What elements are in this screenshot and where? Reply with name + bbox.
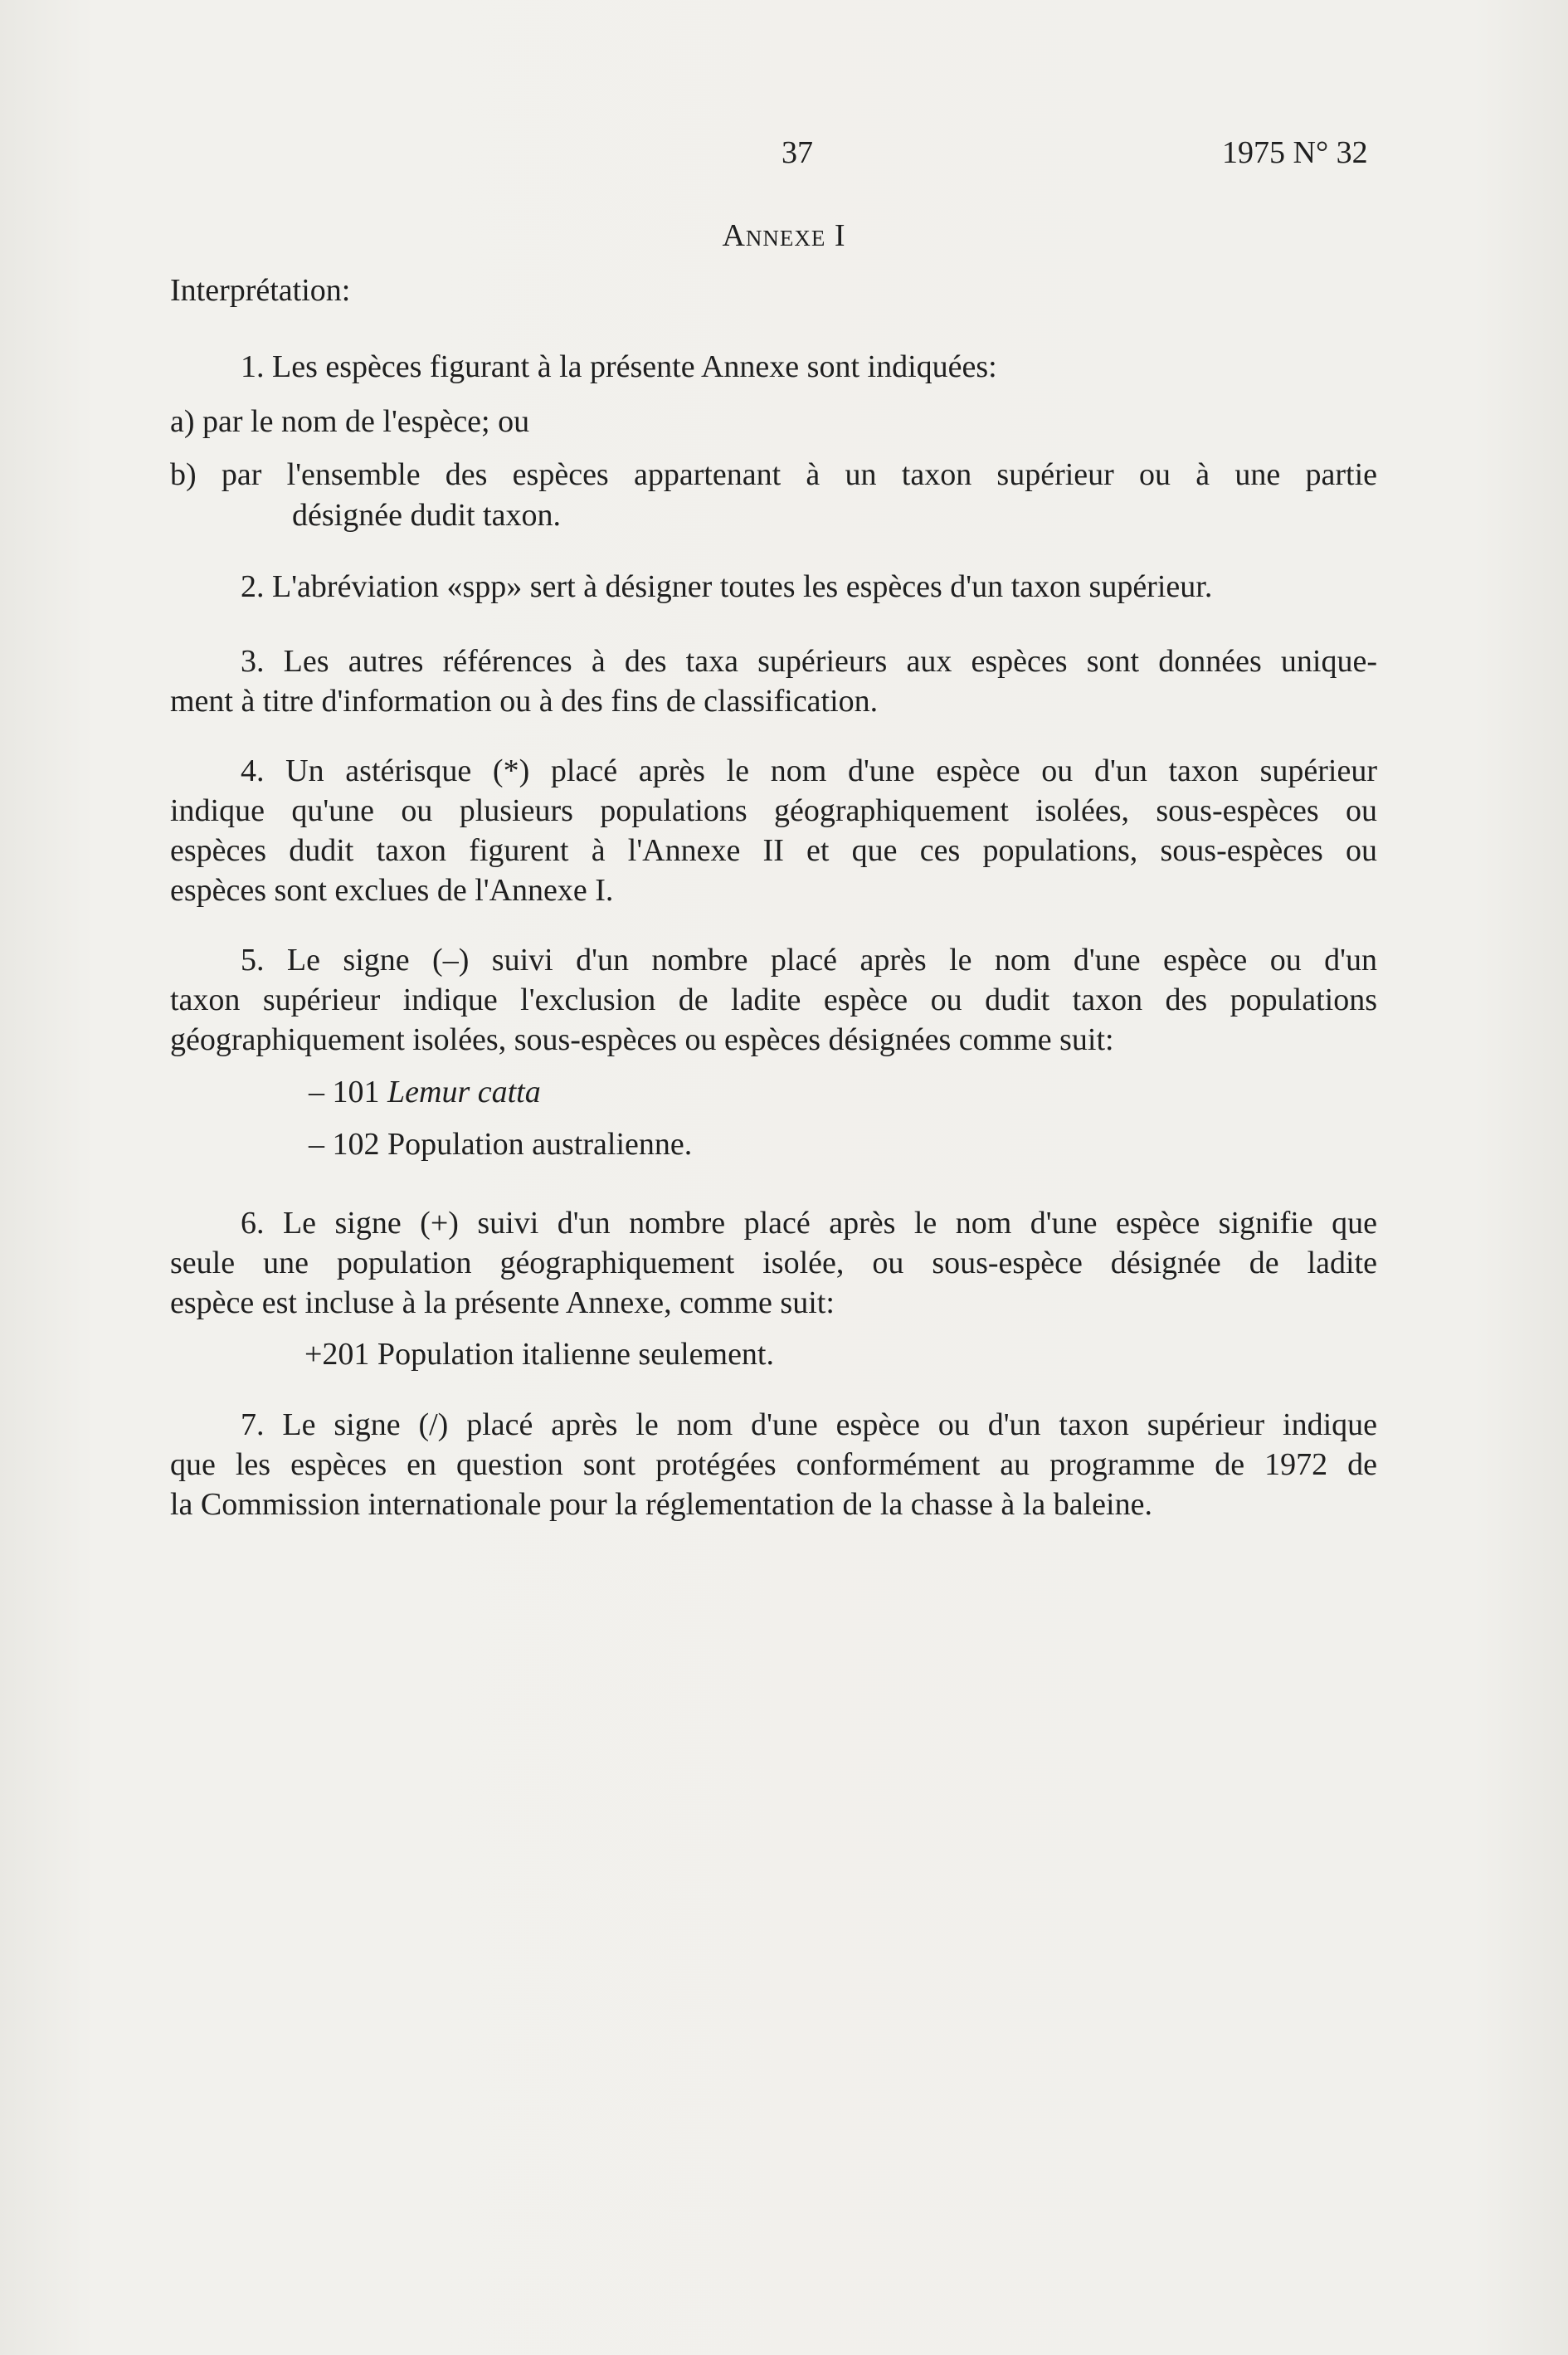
rule-6-line: 6. Le signe (+) suivi d'un nombre placé après le nom d'une espèce signifie que — [241, 1206, 1377, 1241]
rule-4 — [170, 791, 1377, 870]
rule-5-line: 5. Le signe (–) suivi d'un nombre placé après le nom d'une espèce ou d'un — [241, 943, 1377, 978]
rule-1b-line: désignée dudit taxon. — [292, 498, 561, 533]
example-species: Lemur catta — [387, 1075, 541, 1109]
rule-7-line: que les espèces en question sont protégées conformément au programme de 1972 de — [170, 1447, 1377, 1482]
rule-4-line: espèces sont exclues de l'Annexe I. — [170, 873, 614, 908]
rule-5-example-2: – 102 Population australienne. — [309, 1127, 693, 1162]
issue-number: 1975 N° 32 — [1222, 135, 1368, 170]
rule-4-line: espèces dudit taxon figurent à l'Annexe II et que ces populations, sous-espèces ou — [170, 833, 1377, 868]
rule-1: 1. Les espèces figurant à la présente Annexe sont indiquées: — [241, 349, 997, 384]
rule-1b-line: b) par l'ensemble des espèces appartenant à un taxon supérieur ou à une partie — [170, 457, 1377, 492]
rule-1a: a) par le nom de l'espèce; ou — [170, 404, 530, 439]
rule-6 — [241, 1203, 1377, 1243]
rule-3 — [241, 641, 1377, 681]
annex-title: Annexe I — [722, 218, 846, 253]
rule-6-example-1: +201 Population italienne seulement. — [304, 1337, 774, 1372]
example-code: – 101 — [309, 1075, 380, 1109]
rule-5-line: géographiquement isolées, sous-espèces ou espèces désignées comme suit: — [170, 1022, 1114, 1057]
rule-4-line: 4. Un astérisque (*) placé après le nom d'une espèce ou d'un taxon supérieur — [241, 753, 1377, 788]
intro-heading: Interprétation: — [170, 273, 351, 308]
rule-5-line: taxon supérieur indique l'exclusion de ladite espèce ou dudit taxon des populations — [170, 982, 1377, 1017]
rule-7 — [170, 1445, 1377, 1485]
rule-6 — [170, 1243, 1377, 1283]
rule-4 — [241, 751, 1377, 791]
page-number: 37 — [782, 135, 813, 170]
rule-1b — [170, 455, 1377, 495]
rule-4-line: indique qu'une ou plusieurs populations géographiquement isolées, sous-espèces ou — [170, 793, 1377, 828]
rule-5-example-1 — [309, 1072, 541, 1112]
rule-3-line: 3. Les autres références à des taxa supérieurs aux espèces sont données unique- — [241, 644, 1377, 679]
rule-5 — [241, 940, 1377, 980]
rule-7-line: 7. Le signe (/) placé après le nom d'une espèce ou d'un taxon supérieur indique — [241, 1407, 1377, 1442]
rule-5 — [170, 980, 1377, 1020]
rule-7 — [241, 1405, 1377, 1445]
rule-6-line: seule une population géographiquement isolée, ou sous-espèce désignée de ladite — [170, 1246, 1377, 1280]
rule-3-line: ment à titre d'information ou à des fins de classification. — [170, 684, 879, 719]
rule-7-line: la Commission internationale pour la réglementation de la chasse à la baleine. — [170, 1487, 1152, 1522]
rule-6-line: espèce est incluse à la présente Annexe, comme suit: — [170, 1285, 835, 1320]
rule-2: 2. L'abréviation «spp» sert à désigner toutes les espèces d'un taxon supérieur. — [241, 569, 1213, 604]
